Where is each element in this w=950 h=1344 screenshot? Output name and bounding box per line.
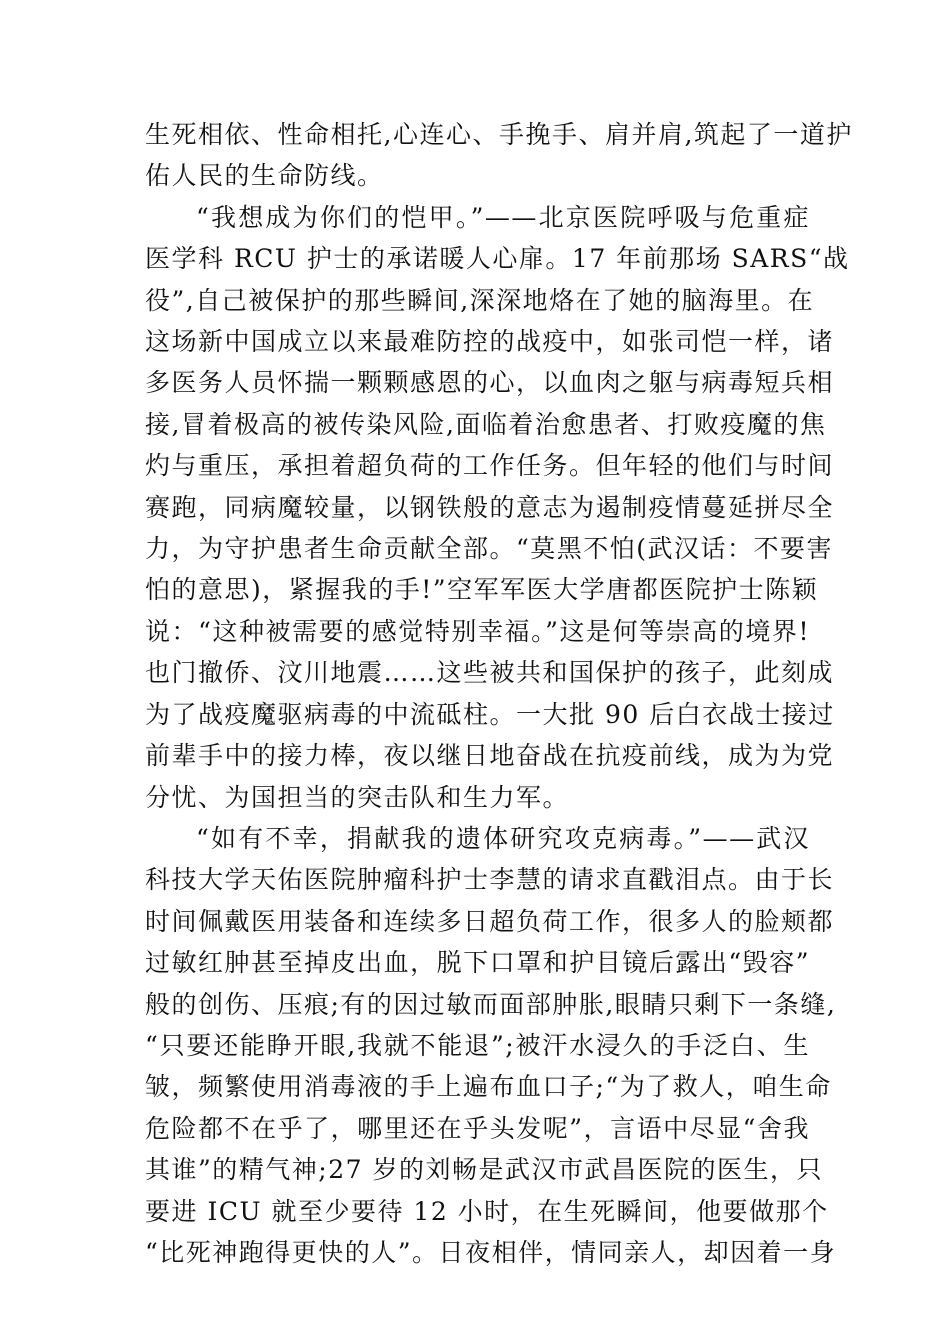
- text-line: “如有不幸，捐献我的遗体研究攻克病毒。”——武汉: [196, 823, 810, 853]
- text-line: 接,冒着极高的被传染风险,面临着治愈患者、打败疫魔的焦: [145, 409, 827, 439]
- text-line: 生死相依、性命相托,心连心、手挽手、肩并肩,筑起了一道护: [145, 120, 853, 149]
- text-line: 役”,自己被保护的那些瞬间,深深地烙在了她的脑海里。在: [145, 285, 815, 315]
- paragraph: [145, 114, 853, 197]
- text-line: “我想成为你们的恺甲。”——北京医院呼吸与危重症: [196, 202, 810, 232]
- text-line: 其谁”的精气神;27 岁的刘畅是武汉市武昌医院的医生，只: [145, 1155, 823, 1185]
- text-line: 分忧、为国担当的突击队和生力军。: [145, 782, 570, 812]
- paragraph: [145, 818, 837, 1273]
- text-line: 多医务人员怀揣一颗颗感恩的心，以血肉之躯与病毒短兵相: [145, 368, 835, 398]
- text-line: 也门撤侨、汶川地震……这些被共和国保护的孩子，此刻成: [145, 658, 835, 688]
- text-line: 科技大学天佑医院肿瘤科护士李慧的请求直戳泪点。由于长: [145, 865, 835, 895]
- text-line: 为了战疫魔驱病毒的中流砥柱。一大批 90 后白衣战士接过: [145, 699, 835, 729]
- document-body: [145, 114, 853, 1273]
- text-line: 危险都不在乎了，哪里还在乎头发呢”，言语中尽显“舍我: [145, 1113, 810, 1143]
- text-line: 过敏红肿甚至掉皮出血，脱下口罩和护目镜后露出“毁容”: [145, 948, 810, 978]
- text-line: 这场新中国成立以来最难防控的战疫中，如张司恺一样，诸: [145, 327, 835, 357]
- text-line: 灼与重压，承担着超负荷的工作任务。但年轻的他们与时间: [145, 451, 835, 481]
- text-line: “比死神跑得更快的人”。日夜相伴，情同亲人，却因着一身: [145, 1237, 837, 1267]
- text-line: 力，为守护患者生命贡献全部。“莫黑不怕(武汉话：不要害: [145, 534, 834, 564]
- text-line: 赛跑，同病魔较量，以钢铁般的意志为遏制疫情蔓延拼尽全: [145, 492, 835, 522]
- text-line: “只要还能睁开眼,我就不能退”;被汗水浸久的手泛白、生: [145, 1030, 810, 1060]
- text-line: 佑人民的生命防线。: [145, 161, 384, 191]
- text-line: 怕的意思)，紧握我的手!”空军军医大学唐都医院护士陈颖: [145, 575, 819, 605]
- paragraph: [145, 197, 850, 818]
- text-line: 时间佩戴医用装备和连续多日超负荷工作，很多人的脸颊都: [145, 906, 835, 936]
- text-line: 要进 ICU 就至少要待 12 小时，在生死瞬间，他要做那个: [145, 1196, 829, 1226]
- text-line: 皱，频繁使用消毒液的手上遍布血口子;“为了救人，咱生命: [145, 1072, 832, 1102]
- text-line: 前辈手中的接力棒，夜以继日地奋战在抗疫前线，成为为党: [145, 741, 835, 771]
- text-line: 说：“这种被需要的感觉特别幸福。”这是何等崇高的境界!: [145, 616, 810, 646]
- text-line: 医学科 RCU 护士的承诺暖人心扉。17 年前那场 SARS“战: [145, 244, 850, 274]
- text-line: 般的创伤、压痕;有的因过敏而面部肿胀,眼睛只剩下一条缝,: [145, 989, 837, 1019]
